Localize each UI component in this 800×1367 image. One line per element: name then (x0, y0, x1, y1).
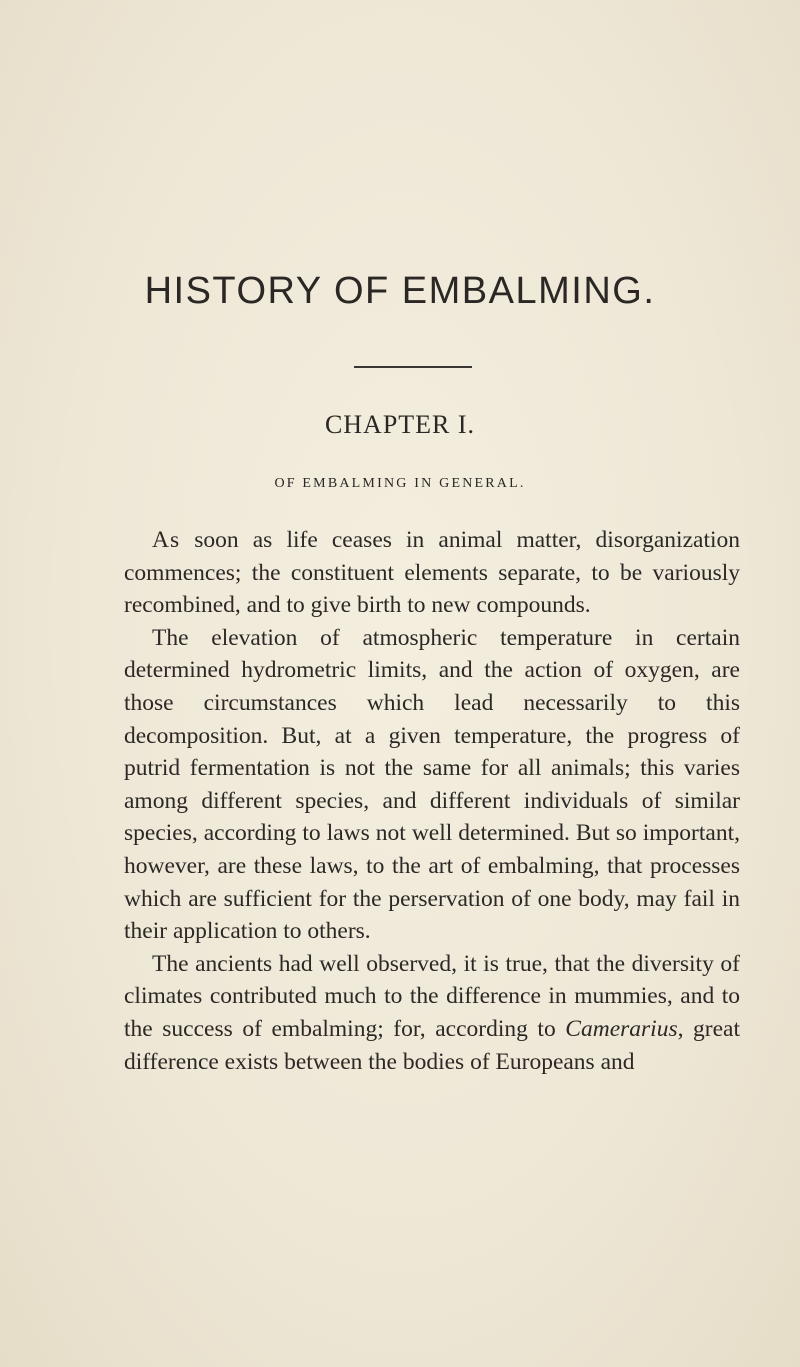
chapter-title: OF EMBALMING IN GENERAL. (274, 476, 526, 491)
body-text (124, 524, 740, 1078)
paragraph-2: The elevation of atmospheric temperature in certain determined hydrometric limits, and the action of oxygen, are those circumstances which lead necessarily to this decomposition. But, at a given temperature, the progress of putrid fermentation is not the same for all animals; this varies among different species, and different individuals of similar species, according to laws not well determined. But so important, however, are these laws, to the art of embalming, that processes which are sufficient for the perservation of one body, may fail in their application to others. (124, 624, 740, 945)
paragraph-1-text: soon as life ceases in animal matter, disorganization commences; the constituent elements separate, to be variously recombined, and to give birth to new compounds. (124, 527, 740, 619)
author-name: Camerarius (565, 1015, 678, 1042)
book-title: HISTORY OF EMBALMING. (144, 270, 656, 312)
paragraph-3-text-before: The ancients had well observed, it is true, that the diversity of climates contributed much to the difference in mummies, and to the success of embalming; for, according to (124, 950, 740, 1042)
title-rule (354, 366, 472, 368)
paragraph-3 (124, 948, 740, 1078)
chapter-number: CHAPTER I. (324, 410, 476, 439)
paragraph-3-text-after: , great difference exists between the bodies of Europeans and (124, 1015, 741, 1075)
opening-word: As (152, 527, 181, 553)
paragraph-1 (124, 524, 740, 622)
